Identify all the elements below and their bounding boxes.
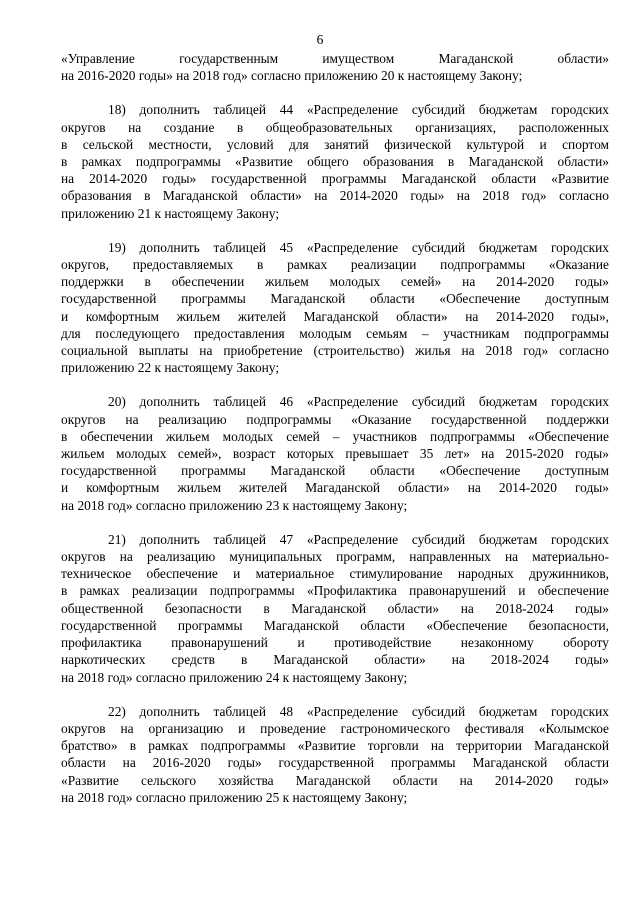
- text-line: округов, предоставляемых в рамках реализации подпрограммы «Оказание: [61, 257, 609, 273]
- text-line: округов на организацию и проведение гастрономического фестиваля «Колымское: [61, 720, 609, 736]
- text-line: и комфортным жильем жителей Магаданской области» на 2014-2020 годы»: [61, 480, 609, 496]
- text-line: государственной программы Магаданской области «Обеспечение безопасности,: [61, 617, 609, 633]
- paragraph-continuation: [61, 50, 609, 84]
- text-line: на 2016-2020 годы» на 2018 год» согласно приложению 20 к настоящему Закону;: [61, 68, 523, 84]
- text-line: 22) дополнить таблицей 48 «Распределение субсидий бюджетам городских: [108, 703, 609, 719]
- text-line: на 2018 год» согласно приложению 23 к настоящему Закону;: [61, 497, 408, 513]
- text-line: 19) дополнить таблицей 45 «Распределение субсидий бюджетам городских: [108, 239, 609, 255]
- list-item-22: [61, 703, 609, 806]
- text-line: 18) дополнить таблицей 44 «Распределение субсидий бюджетам городских: [108, 102, 609, 118]
- text-line: братство» в рамках подпрограммы «Развитие торговли на территории Магаданской: [61, 738, 609, 754]
- text-line: поддержки в обеспечении жильем молодых семей» на 2014-2020 годы»: [61, 274, 609, 290]
- text-line: жильем молодых семей», возраст которых превышает 35 лет» на 2015-2020 годы»: [61, 446, 609, 462]
- list-item-18: [61, 101, 609, 221]
- text-line: на 2018 год» согласно приложению 25 к настоящему Закону;: [61, 789, 408, 805]
- text-line: округов на создание в общеобразовательных организациях, расположенных: [61, 119, 609, 135]
- text-line: в рамках подпрограммы «Развитие общего образования в Магаданской области»: [61, 154, 609, 170]
- text-line: округов на реализацию подпрограммы «Оказание государственной поддержки: [61, 411, 609, 427]
- text-line: в рамках реализации подпрограммы «Профилактика правонарушений и обеспечение: [61, 583, 609, 599]
- text-line: наркотических средств в Магаданской области» на 2018-2024 годы»: [61, 652, 609, 668]
- text-line: профилактика правонарушений и противодействие незаконному обороту: [61, 635, 609, 651]
- text-line: государственной программы Магаданской области «Обеспечение доступным: [61, 291, 609, 307]
- text-line: для последующего предоставления молодым семьям – участникам подпрограммы: [61, 325, 609, 341]
- text-line: и комфортным жильем жителей Магаданской области» на 2014-2020 годы»,: [61, 308, 609, 324]
- text-line: общественной безопасности в Магаданской области» на 2018-2024 годы»: [61, 600, 609, 616]
- text-line: образования в Магаданской области» на 2014-2020 годы» на 2018 год» согласно: [61, 188, 609, 204]
- document-body: [61, 50, 609, 806]
- page-number: 6: [316, 32, 324, 47]
- text-line: «Управление государственным имуществом Магаданской области»: [61, 51, 609, 66]
- text-line: в обеспечении жильем молодых семей – участников подпрограммы «Обеспечение: [61, 428, 609, 444]
- text-line: приложению 22 к настоящему Закону;: [61, 360, 280, 376]
- text-line: социальной выплаты на приобретение (строительство) жилья на 2018 год» согласно: [61, 343, 609, 359]
- list-item-19: [61, 239, 609, 377]
- list-item-21: [61, 531, 609, 686]
- text-line: «Развитие сельского хозяйства Магаданской области на 2014-2020 годы»: [61, 772, 609, 788]
- text-line: 20) дополнить таблицей 46 «Распределение субсидий бюджетам городских: [108, 394, 609, 410]
- text-line: приложению 21 к настоящему Закону;: [61, 205, 280, 221]
- text-line: на 2018 год» согласно приложению 24 к настоящему Закону;: [61, 669, 408, 685]
- text-line: в сельской местности, условий для занятий физической культурой и спортом: [61, 136, 609, 152]
- text-line: области на 2016-2020 годы» государственной программы Магаданской области: [61, 755, 609, 771]
- text-line: на 2014-2020 годы» государственной программы Магаданской области «Развитие: [61, 171, 609, 187]
- text-line: 21) дополнить таблицей 47 «Распределение субсидий бюджетам городских: [108, 531, 609, 547]
- text-line: округов на реализацию муниципальных программ, направленных на материально-: [61, 549, 609, 565]
- text-line: техническое обеспечение и материальное стимулирование народных дружинников,: [61, 566, 609, 582]
- list-item-20: [61, 393, 609, 513]
- text-line: государственной программы Магаданской области «Обеспечение доступным: [61, 463, 609, 479]
